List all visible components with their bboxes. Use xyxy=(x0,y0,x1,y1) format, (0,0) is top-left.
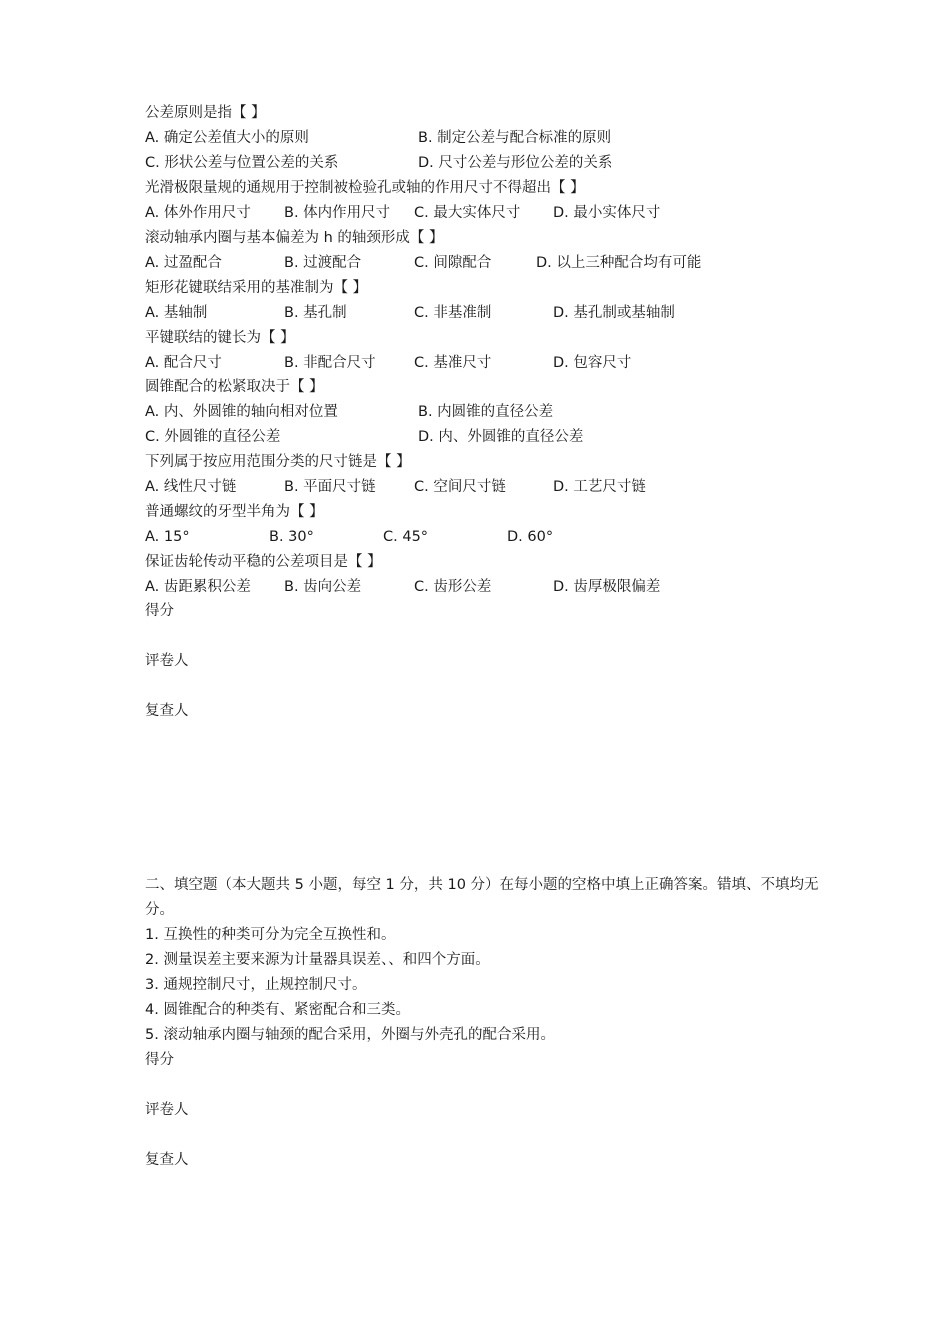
question-stem: 普通螺纹的牙型半角为【 】 xyxy=(145,504,324,520)
option-d: D. 内、外圆锥的直径公差 xyxy=(418,429,584,445)
option-d: D. 工艺尺寸链 xyxy=(553,479,646,495)
option-d: D. 以上三种配合均有可能 xyxy=(536,255,702,271)
option-c: C. 外圆锥的直径公差 xyxy=(145,429,281,445)
option-a: A. 15° xyxy=(145,529,190,545)
option-d: D. 齿厚极限偏差 xyxy=(553,579,661,595)
option-b: B. 内圆锥的直径公差 xyxy=(418,404,554,420)
option-c: C. 基准尺寸 xyxy=(414,355,492,371)
option-d: D. 包容尺寸 xyxy=(553,355,632,371)
option-b: B. 体内作用尺寸 xyxy=(284,205,391,221)
question-stem: 保证齿轮传动平稳的公差项目是【 】 xyxy=(145,554,382,570)
option-a: A. 内、外圆锥的轴向相对位置 xyxy=(145,404,338,420)
option-d: D. 60° xyxy=(507,529,554,545)
option-b: B. 非配合尺寸 xyxy=(284,355,376,371)
grader-label: 评卷人 xyxy=(145,1102,189,1118)
score-label: 得分 xyxy=(145,603,174,619)
fill-item: 4. 圆锥配合的种类有、紧密配合和三类。 xyxy=(145,1002,410,1018)
option-b: B. 制定公差与配合标准的原则 xyxy=(418,130,612,146)
option-c: C. 空间尺寸链 xyxy=(414,479,506,495)
option-a: A. 过盈配合 xyxy=(145,255,222,271)
option-a: A. 线性尺寸链 xyxy=(145,479,237,495)
fill-item: 5. 滚动轴承内圈与轴颈的配合采用，外圈与外壳孔的配合采用。 xyxy=(145,1027,555,1043)
score-label: 得分 xyxy=(145,1052,174,1068)
reviewer-label: 复查人 xyxy=(145,703,189,719)
question-stem: 平键联结的键长为【 】 xyxy=(145,330,295,346)
option-b: B. 30° xyxy=(269,529,314,545)
option-b: B. 齿向公差 xyxy=(284,579,362,595)
question-stem: 圆锥配合的松紧取决于【 】 xyxy=(145,379,324,395)
option-b: B. 基孔制 xyxy=(284,305,347,321)
option-a: A. 确定公差值大小的原则 xyxy=(145,130,309,146)
option-a: A. 配合尺寸 xyxy=(145,355,222,371)
option-a: A. 齿距累积公差 xyxy=(145,579,251,595)
question-stem: 矩形花键联结采用的基准制为【 】 xyxy=(145,280,368,296)
option-c: C. 齿形公差 xyxy=(414,579,492,595)
option-c: C. 最大实体尺寸 xyxy=(414,205,521,221)
option-a: A. 基轴制 xyxy=(145,305,208,321)
option-a: A. 体外作用尺寸 xyxy=(145,205,251,221)
question-stem: 滚动轴承内圈与基本偏差为 h 的轴颈形成【 】 xyxy=(145,230,444,246)
question-stem: 公差原则是指【 】 xyxy=(145,105,266,121)
option-d: D. 基孔制或基轴制 xyxy=(553,305,675,321)
option-c: C. 形状公差与位置公差的关系 xyxy=(145,155,339,171)
option-b: B. 过渡配合 xyxy=(284,255,362,271)
option-d: D. 最小实体尺寸 xyxy=(553,205,661,221)
option-b: B. 平面尺寸链 xyxy=(284,479,376,495)
option-c: C. 45° xyxy=(383,529,429,545)
option-c: C. 非基准制 xyxy=(414,305,492,321)
option-d: D. 尺寸公差与形位公差的关系 xyxy=(418,155,613,171)
grader-label: 评卷人 xyxy=(145,653,189,669)
reviewer-label: 复查人 xyxy=(145,1152,189,1168)
fill-item: 2. 测量误差主要来源为计量器具误差、、和四个方面。 xyxy=(145,952,490,968)
option-c: C. 间隙配合 xyxy=(414,255,492,271)
section-heading: 二、填空题（本大题共 5 小题，每空 1 分，共 10 分）在每小题的空格中填上正确答案。错填、不填均无分。 xyxy=(145,877,819,918)
question-stem: 光滑极限量规的通规用于控制被检验孔或轴的作用尺寸不得超出【 】 xyxy=(145,180,585,196)
fill-item: 3. 通规控制尺寸，止规控制尺寸。 xyxy=(145,977,367,993)
question-stem: 下列属于按应用范围分类的尺寸链是【 】 xyxy=(145,454,411,470)
fill-item: 1. 互换性的种类可分为完全互换性和。 xyxy=(145,927,396,943)
